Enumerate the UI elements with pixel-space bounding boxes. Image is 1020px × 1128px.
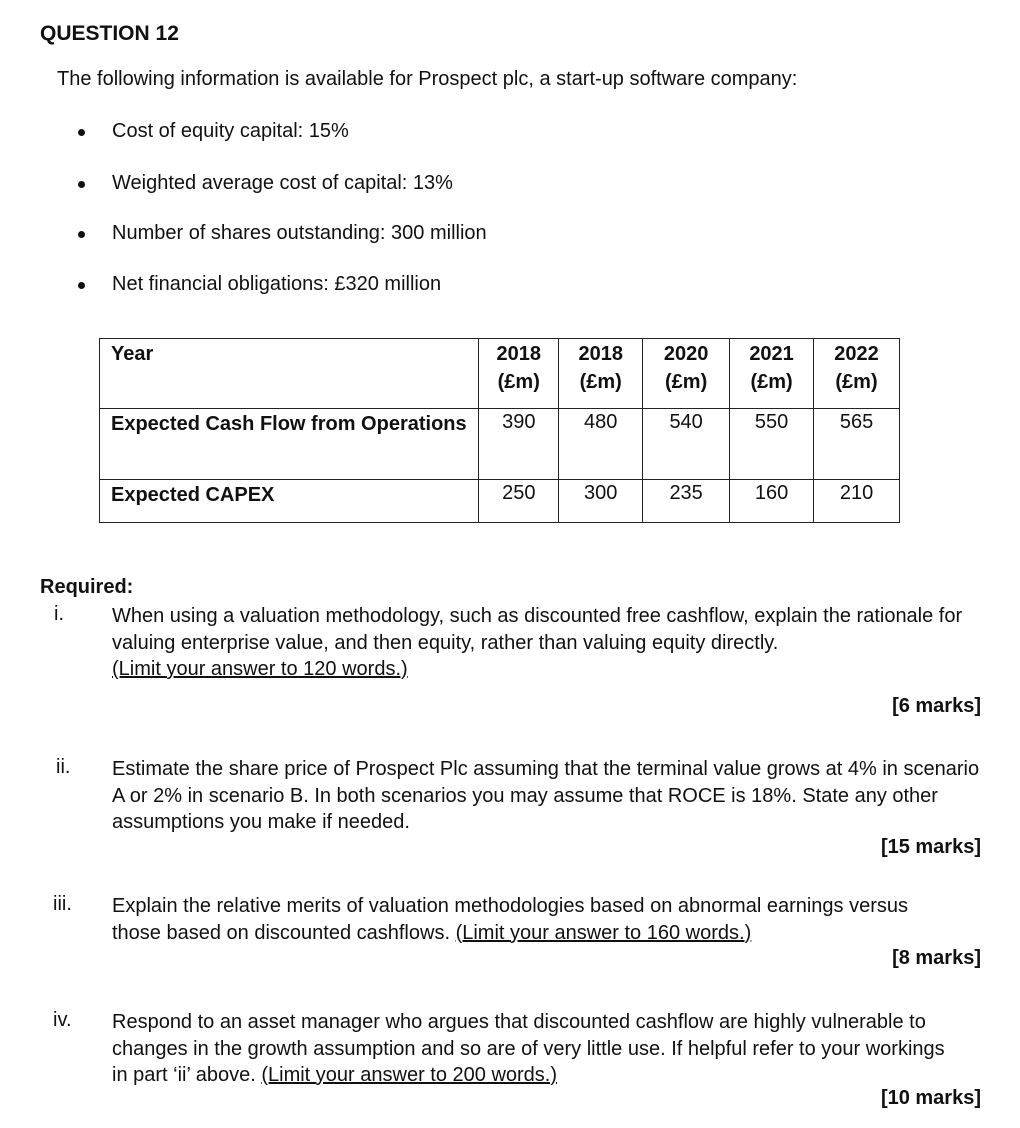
table-cell: 550 xyxy=(730,409,814,480)
bullet-text: Net financial obligations: £320 million xyxy=(112,273,442,295)
year-column-header: 2018 (£m) xyxy=(559,339,643,409)
question-title: QUESTION 12 xyxy=(40,22,179,45)
question-numeral: iv. xyxy=(53,1009,72,1031)
question-numeral: i. xyxy=(54,603,64,625)
bullet-dot-icon xyxy=(78,231,85,238)
word-limit: (Limit your answer to 200 words.) xyxy=(261,1064,558,1086)
year-column-header: 2022 (£m) xyxy=(814,339,900,409)
table-row xyxy=(100,480,900,523)
table-cell: 480 xyxy=(559,409,643,480)
question-text: Respond to an asset manager who argues that discounted cashflow are highly vulnerable to changes in the growth assumption and so are of very little use. If helpful refer to your workings in part ‘ii’ above. (Limit your answer to 200 words.) xyxy=(112,1011,945,1086)
bullet-text: Number of shares outstanding: 300 million xyxy=(112,222,487,244)
intro-text: The following information is available for Prospect plc, a start-up software company: xyxy=(57,68,798,90)
bullet-text: Cost of equity capital: 15% xyxy=(112,120,349,142)
bullet-dot-icon xyxy=(78,181,85,188)
table-cell: 160 xyxy=(730,480,814,523)
question-numeral: ii. xyxy=(56,756,71,778)
table-cell: 235 xyxy=(643,480,730,523)
table-row xyxy=(100,409,900,480)
question-numeral: iii. xyxy=(53,893,72,915)
year-column-header: 2020 (£m) xyxy=(643,339,730,409)
bullet-dot-icon xyxy=(78,282,85,289)
question-text: Estimate the share price of Prospect Plc assuming that the terminal value grows at 4% in scenario A or 2% in scenario B. In both scenarios you may assume that ROCE is 18%. State any other assumptions you make if needed. xyxy=(112,758,980,833)
year-header: Year xyxy=(100,339,479,409)
marks-label: [15 marks] xyxy=(880,836,981,858)
year-column-header: 2021 (£m) xyxy=(730,339,814,409)
table-cell: 300 xyxy=(559,480,643,523)
table-cell: 565 xyxy=(814,409,900,480)
row-label: Expected Cash Flow from Operations xyxy=(100,409,479,480)
table-cell: 540 xyxy=(643,409,730,480)
bullet-dot-icon xyxy=(78,129,85,136)
required-heading: Required: xyxy=(40,576,134,598)
year-column-header: 2018 (£m) xyxy=(479,339,559,409)
marks-label: [6 marks] xyxy=(892,695,981,717)
table-cell: 390 xyxy=(479,409,559,480)
word-limit: (Limit your answer to 120 words.) xyxy=(112,658,408,680)
question-text: Explain the relative merits of valuation methodologies based on abnormal earnings versus those based on discounted cashflows. (Limit your answer to 160 words.) xyxy=(112,895,909,944)
bullet-text: Weighted average cost of capital: 13% xyxy=(112,172,453,194)
table-cell: 250 xyxy=(479,480,559,523)
row-label: Expected CAPEX xyxy=(100,480,479,523)
word-limit: (Limit your answer to 160 words.) xyxy=(455,921,752,944)
cash-flow-table xyxy=(99,338,900,523)
table-header-row xyxy=(100,339,900,409)
question-text: When using a valuation methodology, such as discounted free cashflow, explain the rationale for valuing enterprise value, and then equity, rather than valuing equity directly. (Limit your answer to 120 words.) xyxy=(112,605,963,680)
marks-label: [8 marks] xyxy=(892,947,981,969)
table-cell: 210 xyxy=(814,480,900,523)
marks-label: [10 marks] xyxy=(880,1087,981,1109)
